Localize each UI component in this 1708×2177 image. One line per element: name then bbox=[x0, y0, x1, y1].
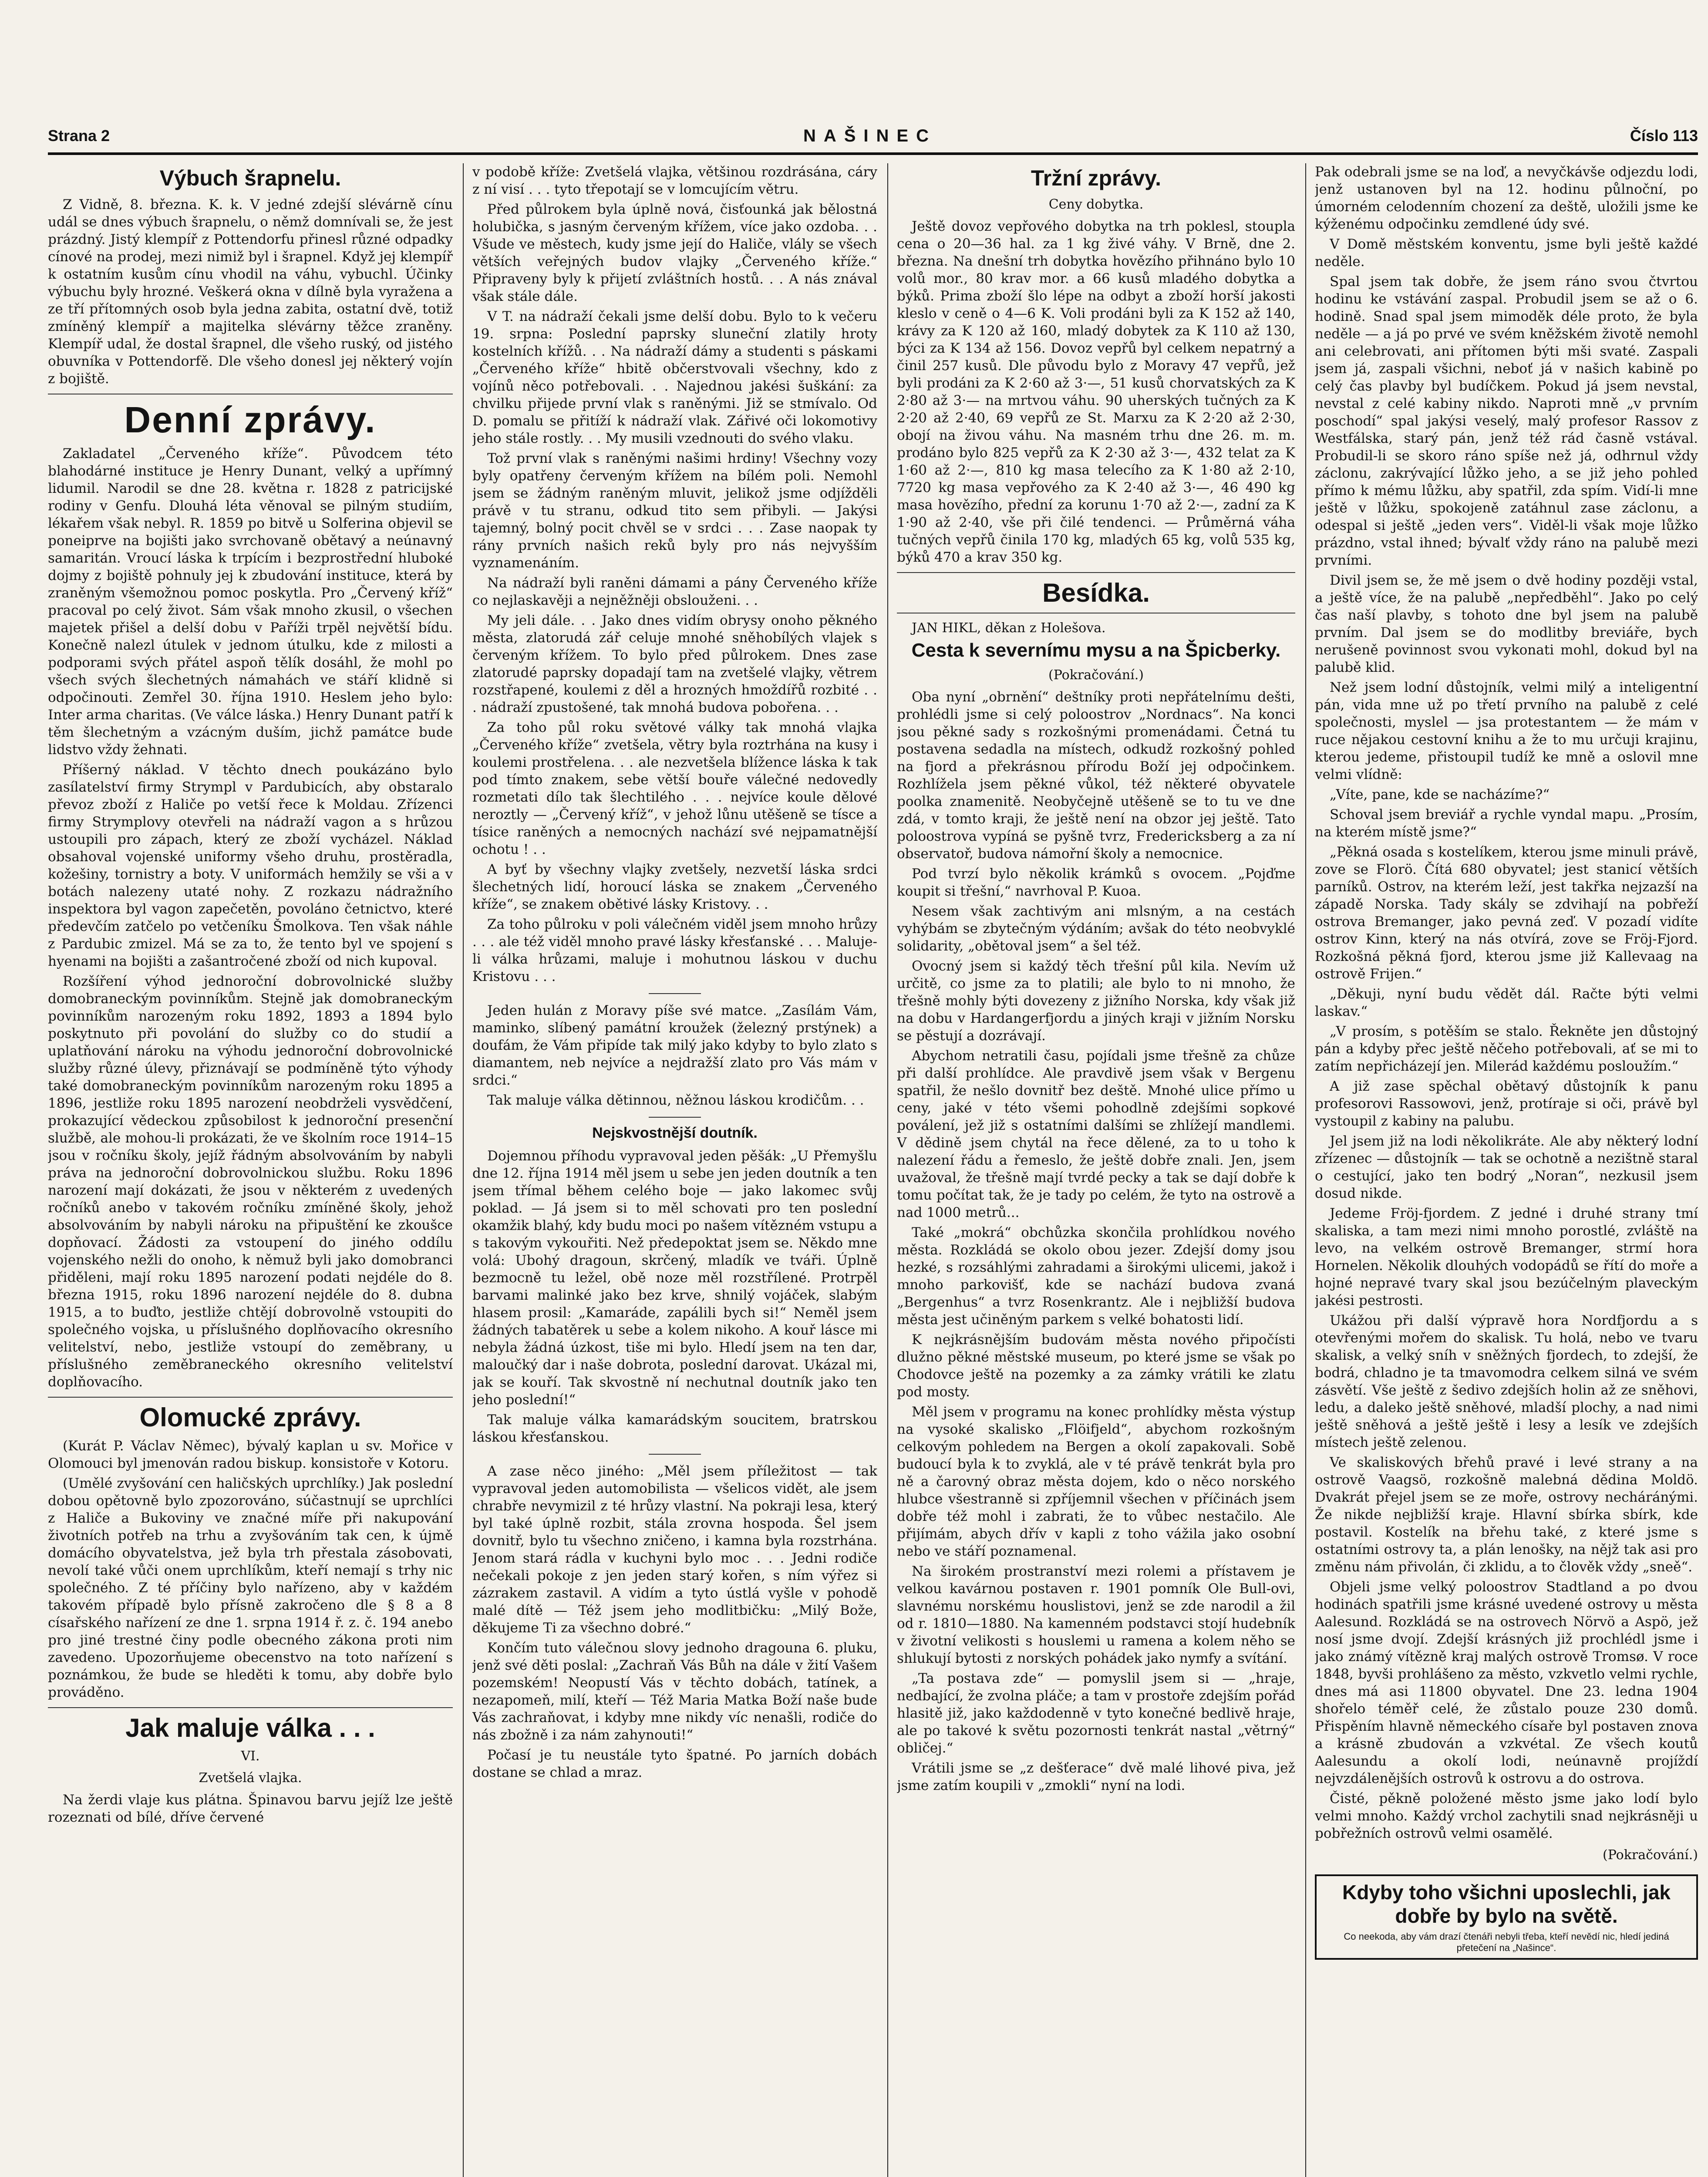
article-text: Tak maluje válka dětinnou, něžnou láskou krodičům. . . bbox=[487, 1092, 864, 1108]
article-text: „Víte, pane, kde se nacházíme?“ bbox=[1330, 787, 1550, 802]
article-text: Ukážou při další výpravě hora Nordfjordu a s otevřenými mořem do skalisk. Tu holá, nebo ve tvaru skalisk, a velký sníh v sněžných fjordech, to zdejší, že bodrá, chladno je ta tmavomodra celkem silná ve svém zásvětí. Vše ještě z šedivo zdejších holin až ze sněhovi, ledu, a daleko ještě sněhové, mladší plochy, a nad nimi ještě sněhová a ještě ještě i lesy a lesík ve zdejších místech ještě zelenou. bbox=[1315, 1313, 1698, 1450]
article-text: Ovocný jsem si každý těch třešní půl kila. Nevím už určitě, co jsme za to platili; ale bylo to ni mnoho, že třešně mohly býti dovezeny z jižního Norska, kdy však již na dobu v Hardangerfjordu a jiných kraji v jižním Norsku se pěstují a dozrávají. bbox=[897, 958, 1295, 1044]
article-text: Oba nyní „obrnění“ deštníky proti nepřátelnímu dešti, prohlédli jsme si celý poloostrov „Nordnacs“. Na konci jsou pěkné sady s rozkošnými promenádami. Četná tu postavena sedadla na místech, odkudž rozkošný pohled na fjord a překrásnou přírodu Boží jej odpočinkem. Rozhlížela jsem pěkné vůkol, též některé obyvatele poolka znamenitě. Neobyčejně utěšeně se to tu ve dne zdá, v tomto kraji, že ještě není na obzor jej ještě. Tato poloostrova vypíná se pyšně tvrz, Fredericksberg a za ní observatoř, budova námořní školy a nemocnice. bbox=[897, 689, 1295, 862]
article-text: Za toho půlroku v poli válečném viděl jsem mnoho hrůzy . . . ale též viděl mnoho pravé lásky křesťanské . . . Maluje-li válka hrůzami, maluje i mohutnou láskou v duchu Kristovu . . . bbox=[472, 917, 877, 984]
article-text: Na nádraží byli raněni dámami a pány Červeného kříže co nejlaskavěji a nejněžněji obslouženi. . . bbox=[472, 575, 877, 608]
article-author: JAN HIKL, děkan z Holešova. bbox=[912, 620, 1106, 636]
article-text: Rozšíření výhod jednoroční dobrovolnické služby domobraneckým povinníkům. Stejně jak domobraneckým povinníkům narozeným roku 1892, 1893 a 1894 bylo poskytnuto při povolání do služby co do studií a uplatňování nároku na výhodu jednoroční dobrovolnické služby různé úlevy, přiznávají se podmíněně týto výhody také domobraneckým povinníkům narozeným roku 1895 a 1896, jestliže roku 1895 narození neobdrželi vysvědčení, prokazující vědeckou způsobilost k jednoroční presenční službě, ale mohou-li prokázati, že ve školním roce 1914–15 jsou v ročníku školy, jejíž řádným absolvováním by nabyli práva na jednoroční dobrovolnickou službu. Roku 1896 narození mají dokázati, že jsou v některém z uvedených ročníků anebo v takovém ročníku zmíněné školy, jehož absolvováním by nabyli nároku na připuštění ke zkoušce dopňovací. Žádosti za vstoupení do jiného oddílu vojenského nežli do onoho, k němuž byli jako domobranci přiděleni, mají roku 1895 narození podati nejdéle do 8. března 1915, roku 1896 narození nejdéle do 8. dubna 1915, a to buďto, jestliže chtějí dobrovolně vstoupiti do společného vojska, u příslušného doplňovacího okresního velitelství, nebo, jestliže vstoupí do zeměbrany, u příslušného zeměbraneckého okresního velitelství doplňovacího. bbox=[48, 973, 453, 1390]
page-header bbox=[48, 123, 1698, 149]
section-title-besidka: Besídka. bbox=[1042, 578, 1150, 607]
article-text: Ještě dovoz vepřového dobytka na trh poklesl, stoupla cena o 20—36 hal. za 1 kg živé váhy. V Brně, dne 2. března. Na dnešní trh dobytka hovězího přihnáno bylo 10 volů mor., 80 krav mor. a 66 kusů mladého dobytka a býků. Prima zboží šlo lépe na odbyt a zboží horší jakosti kleslo v ceně o 4—6 K. Voli prodáni byli za K 152 až 140, krávy za K 120 až 160, mladý dobytek za K 110 až 130, býci za K 134 až 156. Dovoz vepřů byl celkem nepatrný a činil 257 kusů. Dle původu bylo z Moravy 47 vepřů, jež byli prodáni za K 2·60 až 3·—, 51 kusů chorvatských za K 2·80 až 3·— na mrtvou váhu. 90 uherských tučných za K 2·20 až 2·40, 69 vepřů ze St. Marxu za K 2·20 až 2·30, obojí na živou váhu. Na masném trhu dne 26. m. m. prodáno bylo 825 vepřů za K 2·30 až 3·—, 432 telat za K 1·60 až 2·—, 810 kg masa telecího za K 1·80 až 2·10, 7720 kg masa vepřového za K 2·40 až 3·—, 46 490 kg masa hovězího, přední za korunu 1·70 až 2·—, zadní za K 1·90 až 2·40, vše při čilé tendenci. — Průměrná váha tučných vepřů činila 170 kg, mladých 65 kg, volů 535 kg, býků 470 a krav 350 kg. bbox=[897, 218, 1295, 565]
article-text: „V prosím, s potěším se stalo. Řekněte jen důstojný pán a kdyby přec ještě něčeho potřebovali, ať se mi to zatím nepřicházejí jen. Milerád každému posloužím.“ bbox=[1315, 1024, 1698, 1074]
article-divider bbox=[48, 1707, 453, 1708]
article-text: A zase něco jiného: „Měl jsem příležitost — tak vypravoval jeden automobilista — všelicos vidět, ale jsem chrabře nevymizil z té hrůzy vlastní. Na pokraji lesa, který byl také úplně rozbit, stála zrovna hospoda. Šel jsem dovnitř, bylo tu všechno zničeno, i kamna byla rozstrhána. Jenom stará rádla v kuchyni bylo moc . . . Jedni rodiče nečekali pokoje z jen jeden starý kořen, s ním výřez si zázrakem zastavil. A vidím a tyto ústlá vyšle v pohodě malé dítě — Též jsem jeho modlitbičku: „Milý Bože, děkujeme Ti za všechno dobré.“ bbox=[472, 1463, 877, 1636]
article-text: Jel jsem již na lodi několikráte. Ale aby některý lodní zřízenec — důstojník — tak se ochotně a nezištně staral o cestující, jako ten bodrý „Noran“, nezkusil jsem dosud nikde. bbox=[1315, 1133, 1698, 1201]
column-1 bbox=[48, 163, 453, 2177]
article-text: Z Vidně, 8. března. K. k. V jedné zdejší slévárně cínu udál se dnes výbuch šrapnelu, o němž domnívali se, že jest prázdný. Jistý klempíř z Pottendorfu přinesl různé odpadky cínové na prodej, mezi nimiž byl i šrapnel. Když jej klempíř k ostatním kusům cínu vhodil na váhu, vybuchl. Účinky výbuchu byly hrozné. Veškerá okna v dílně byla vyražena a ze tří přítomných osob byla jedna zabita, ostatní dvě, totiž zmíněný klempíř a majitelka slévárny těžce zraněny. Klempíř udal, že dostal šrapnel, dle všeho ruský, od jistého obuvníka v Pottendorfě. Dle všeho donesl jej některý vojín z bojiště. bbox=[48, 196, 453, 387]
article-text: „Pěkná osada s kostelíkem, kterou jsme minuli právě, zove se Florö. Čítá 680 obyvatel; jest stanicí větších parníků. Ostrov, na kterém leží, jest takřka nejzazší na západě Norska. Tady skály se zdvihají na pobřeží ostrova Bremanger, jako pevná zeď. V pozadí vidíte ostrov Kinn, který na nás otvírá, zove se Fröj-Fjord. Rozkošná pěkná fjord, kterou jsme již Kallevaag na ostrově Frijen.“ bbox=[1315, 844, 1698, 982]
ad-note: Co neekoda, aby vám drazí čtenáři nebyli třeba, kteří nevědí nic, hledí jediná přetečení na „Našince“. bbox=[1344, 1931, 1669, 1953]
article-text: Jedeme Fröj-fjordem. Z jedné i druhé strany tmí skaliska, a tam mezi nimi mnoho porostlé, zvláště na levo, na velkém ostrově Bremanger, strmí hora Hornelen. Několik dlouhých vodopádů se řítí do moře a hojné nepravé tvary skal jsou bezúčelným plaveckým jakési pestrosti. bbox=[1315, 1206, 1698, 1308]
continuation-note: (Pokračování.) bbox=[1048, 667, 1144, 683]
column-divider bbox=[1305, 163, 1306, 2177]
section-title-trzni: Tržní zprávy. bbox=[1031, 166, 1162, 190]
article-text: Příšerný náklad. V těchto dnech poukázáno bylo zasílatelství firmy Strympl v Pardubicích, aby obstaralo převoz zboží z Haliče po vetší řece k Moldau. Zřízenci firmy Strymplovy otevřeli na nádraží vagon a s hrůzou ustoupili pro zápach, který ze zboží vycházel. Náklad obsahoval vojenské uniformy všeho druhu, prostěradla, kožešiny, tornistry a boty. V uniformách hemžily se vši a v botách nalezeny utaté nohy. Z rozkazu nádražního inspektora byl vagon zapečetěn, povoláno četnictvo, které předevčím zatčelo po vetčeníku Šmolkova. Ten však náhle z Pardubic zmizel. Má se za to, že tento byl ve spojení s hyenami na bojišti a zašantročené zboží od nich kupoval. bbox=[48, 762, 453, 969]
article-text: Ve skaliskových břehů pravé i levé strany a na ostrově Vaagsö, rozkošně malebná dědina Moldö. Dvakrát přejel jsem se ze moře, ostrovy necháránými. Že nikde nejbližší kraje. Hlavní sbírka sbírk, kde postavil. Kostelík na břehu také, z které jsme s ostatními ostrovy ta, a plán lenošky, na nějž tak asi pro změnu nám přivolán, či zklidu, a to člověk vždy „sneě“. bbox=[1315, 1455, 1698, 1575]
article-text: Čisté, pěkně položené město jsme jako lodí bylo velmi mnoho. Každý vrchol zachytili snad nejkrásněji u pobřežních ostrovů velmi osamělé. bbox=[1315, 1791, 1698, 1841]
page-number: Strana 2 bbox=[48, 127, 110, 145]
article-text: Než jsem lodní důstojník, velmi milý a inteligentní pán, vida mne už po třetí prvního na palubě z celé společnosti, myslel — jsa protestantem — že mám v ruce nějakou cestovní knihu a že to mu určuji krajinu, kterou jedeme, přistoupil tudíž ke mně a oslovil mne velmi vlídně: bbox=[1315, 680, 1698, 782]
article-text: Schoval jsem breviář a rychle vyndal mapu. „Prosím, na kterém místě jsme?“ bbox=[1315, 807, 1698, 840]
masthead-title: NAŠINEC bbox=[803, 126, 937, 145]
article-title-doutnik: Nejskvostnější doutník. bbox=[592, 1125, 758, 1141]
article-divider bbox=[649, 1454, 701, 1455]
column-2 bbox=[472, 163, 877, 2177]
ad-headline: Kdyby toho všichni uposlechli, jak dobře by bylo na světě. bbox=[1342, 1881, 1671, 1927]
article-text: Tak maluje válka kamarádským soucitem, bratrskou láskou křesťanskou. bbox=[472, 1412, 877, 1445]
article-text: Počasí je tu neustále tyto špatné. Po jarních dobách dostane se chlad a mraz. bbox=[472, 1747, 877, 1780]
article-text: „Děkuji, nyní budu vědět dál. Račte býti velmi laskav.“ bbox=[1315, 986, 1698, 1019]
article-text: Pod tvrzí bylo několik krámků s ovocem. „Pojďme koupit si třešní,“ navrhoval P. Kuoa. bbox=[897, 866, 1295, 899]
advertisement-box bbox=[1315, 1874, 1698, 1960]
column-3 bbox=[897, 163, 1295, 2177]
article-divider bbox=[897, 572, 1295, 573]
article-text: K nejkrásnějším budovám města nového připočísti dlužno pěkné městské museum, po které jsme se však po Chodovce ještě na pozemky a za zámky vrátili ke zlatu pod mosty. bbox=[897, 1331, 1295, 1400]
article-text: Abychom netratili času, pojídali jsme třešně za chůze při další prohlídce. Ale pravdivě jsem však v Bergenu spatřil, že nešlo dovnitř bez deště. Mnohé ulice přímo u ceny, jaké v této všemi pohodlně zdejšími sopkové poválení, jež již s ostatními dalšími se zhlížejí mandlemi. V dědině jsem chytál na řece dělené, za to u toho k nalezení řádu a řemeslo, že ještě dobře znali. Jen, jsem uvažoval, že třešně mají tvrdé pecky a tak se dají dobře k tomu počítat tak, že je tady po celém, že tyto na ostrově a nad 1000 metrů... bbox=[897, 1048, 1295, 1220]
article-text: Zakladatel „Červeného kříže“. Původcem této blahodárné instituce je Henry Dunant, velký a upřímný lidumil. Narodil se dne 28. května r. 1828 z patricijské rodiny v Genfu. Dlouhá léta věnoval se pilným studiím, lékařem však nebyl. R. 1859 po bitvě u Solferina objevil se poneiprve na bojišti jako svrchovaně obětavý a neúnavný samaritán. Vroucí láska k trpícím i bezprostřední hluboké dojmy z bojiště pohnuly jej k zbudování instituce, která by zraněným všemožnou pomoc poskytla. Pro „Červený kříž“ pracoval po celý život. Sám však mnoho zkusil, o všechen majetek přišel a delší dobu v Paříži trpěl největší bídu. Konečně nalezl útulek v jednom útulku, kde z milosti a podporami svých přátel aspoň tělík dosáhl, že mohl po všech svých šlechetných námahách ve stáří klidně si odpočinouti. Zemřel 30. října 1910. Heslem jeho bylo: Inter arma charitas. (Ve válce láska.) Henry Dunant patří k těm šlechetným a vzácným duším, jichž památce bude lidstvo vždy žehnati. bbox=[48, 445, 453, 758]
article-text: My jeli dále. . . Jako dnes vidím obrysy onoho pěkného města, zlatorudá zář celuje mnohé sněhobílých vlajek s červeným křížem. To bylo před půlrokem. Dnes zase zlatorudé paprsky dopadají tam na zvetšelé vlajky, větrem rozstřapené, koulemi z děl a hrozných hmoždířů rozbité . . . nádraží zpustošené, tak mnohá budova pobořena. . . bbox=[472, 613, 877, 715]
article-title-vybuch: Výbuch šrapnelu. bbox=[159, 166, 341, 190]
article-text: Jeden hulán z Moravy píše své matce. „Zasílám Vám, maminko, slíbený památní kroužek (železný prstýnek) a doufám, že Vám připíde tak milý jako kdyby to bylo zlato s diamantem, neb nejvíce a nejdražší zlato pro Vás mám v srdci.“ bbox=[472, 1003, 877, 1088]
column-4 bbox=[1315, 163, 1698, 2177]
article-text: „Ta postava zde“ — pomyslil jsem si — „hraje, nedbající, že zvolna pláče; a tam v prostoře zdejším pořád hlasitě již, jako každodenně v tyto konečné bedlivě hraje, ale po takové k světu pozornosti tenkrát nastal „větrný“ obličej.“ bbox=[897, 1670, 1295, 1756]
chapter-number: VI. bbox=[241, 1748, 260, 1764]
column-divider bbox=[887, 163, 888, 2177]
article-text: (Umělé zvyšování cen haličských uprchlíky.) Jak poslední dobou opětovně bylo zpozorováno, súčastnují se uprchlíci z Haliče a Bukoviny ve značné míře při nakupování životních potřeb na trhu a zvyšováním tak cen, k újmě domácího obyvatelstva, jež byla trh přestala zásobovati, nevolí také vůči onem uprchlíkům, kteří nemají s trhy nic společného. Z té příčiny bylo nařízeno, aby v každém takovém případě bylo přísně zakročeno dle § 8 a 8 císařského nařízení ze dne 1. srpna 1914 ř. z. č. 194 anebo pro jiné trestné činy podle obecného zákona proti nim zavedeno. Upozorňujeme obecenstvo na toto nařízení s poznámkou, že bude se hleděti k tomu, aby dobře bylo prováděno. bbox=[48, 1475, 453, 1700]
article-text: A byť by všechny vlajky zvetšely, nezvetší láska srdci šlechetných lidí, horoucí láska se znakem „Červeného kříže“, se znakem obětivé lásky Kristovy. . . bbox=[472, 862, 877, 912]
article-text: Tož první vlak s raněnými našimi hrdiny! Všechny vozy byly opatřeny červeným křížem na bílém poli. Nemohl jsem se žádným raněným mluvit, jelikož jsme odjížděli právě v tu stranu, odkud tito sem přibyli. — Jakýsi tajemný, bolný pocit chvěl se v srdci . . . Zase naopak ty rány prvních našich reků byly pro nás nejvyšším vyznamenáním. bbox=[472, 451, 877, 571]
article-text: A již zase spěchal obětavý důstojník k panu profesorovi Rassowovi, jenž, protíraje si oči, právě byl vystoupil z kabiny na palubu. bbox=[1315, 1078, 1698, 1129]
article-text: Objeli jsme velký poloostrov Stadtland a po dvou hodinách spatřili jsme krásné uvedené ostrovy u města Aalesund. Rozkládá se na ostrovech Nörvö a Aspö, jež nosí jsme dvojí. Zdejší krásných již prochlédl jsme i jako známý vítězně kraj malých ostrově Tromsø. V roce 1848, byvši prohlášeno za město, vzkvetlo velmi rychle, dnes má asi 11800 obyvatel. Dne 23. ledna 1904 shořelo téměř celé, že zůstalo pouze 230 domů. Přispěním hlavně německého císaře byl postaven znova a krásně zbudován a vzkvétal. Ze všech koutů Aalesundu a okolí lodi, neúnavně projíždí nejvzdálenějších ostrovů k ostrovu a do ostrova. bbox=[1315, 1579, 1698, 1786]
article-text: Na žerdi vlaje kus plátna. Špinavou barvu jejíž lze ještě rozeznati od bílé, dříve červené bbox=[48, 1792, 453, 1825]
article-text: Na širokém prostranství mezi rolemi a přístavem je velkou kavárnou postaven r. 1901 pomník Ole Bull-ovi, slavnému norskému houslistovi, jenž se zde narodil a žil od r. 1810—1880. Na kamenném podstavci stojí hudebník v životní velikosti s houslemi u ramena a kolem něho se shlukují bytosti z norských pohádek jako nymfy a svítání. bbox=[897, 1563, 1295, 1666]
section-title-olomucke: Olomucké zprávy. bbox=[139, 1402, 361, 1432]
article-text: V Domě městském konventu, jsme byli ještě každé neděle. bbox=[1315, 236, 1698, 270]
article-divider bbox=[649, 993, 701, 994]
continuation-note: (Pokračování.) bbox=[1603, 1847, 1698, 1863]
column-divider bbox=[463, 163, 464, 2177]
article-text: V T. na nádraží čekali jsme delší dobu. Bylo to k večeru 19. srpna: Poslední paprsky sluneční zlatily hroty kostelních křížů. . . Na nádraží dámy a studenti s páskami „Červeného kříže“ hbitě občerstvovali všechny, kdo z vojínů něco potřebovali. . . Najednou jakési šuškání: za chvilku přijede první vlak s raněnými. Již se stmívalo. Od D. pomalu se přitíží k nádraží vlak. Zářivé oči lokomotivy jeho stále rostly. . . My musili vzednouti do svého vlaku. bbox=[472, 309, 877, 446]
article-text: Nesem však zachtivým ani mlsným, a na cestách vyhýbám se zbytečným výdáním; avšak do této neobvyklé solidarity, „obětoval jsem“ a šel též. bbox=[897, 903, 1295, 954]
section-title-valka: Jak maluje válka . . . bbox=[125, 1713, 375, 1742]
article-text: Také „mokrá“ obchůzka skončila prohlídkou nového města. Rozkládá se okolo obou jezer. Zdejší domy jsou hezké, s rozsáhlými zahradami a širokými ulicemi, jakož i mnoho parkovišť, kde se nachází budova zvaná „Bergenhus“ a tvrz Rosenkrantz. Ale i nejbližší budova města jest učiněným parkem s velké bohatosti lidí. bbox=[897, 1224, 1295, 1328]
article-divider bbox=[649, 1117, 701, 1118]
section-subtitle: Ceny dobytka. bbox=[1048, 196, 1144, 212]
article-text: Za toho půl roku světové války tak mnohá vlajka „Červeného kříže“ zvetšela, větry byla roztrhána na kusy i koulemi prostřelena. . . ale nezvetšela blížence láska k tak pod tímto znakem, sebe větší bouře válečné nedovedly rozmetati dílo tak šlechtilého . . . nejvíce koule dělové neroztly — „Červený kříž“, v jehož lůnu utěšeně se tísce a tísice raněných a nemocných nachází své nejpamatnější ochotu ! . . bbox=[472, 720, 877, 857]
article-title-cesta: Cesta k severnímu mysu a na Špicberky. bbox=[911, 639, 1281, 661]
article-text: Končím tuto válečnou slovy jednoho dragouna 6. pluku, jenž své děti poslal: „Zachraň Vás Bůh na dále v žití Vašem pozemském! Neopustí Vás v těchto dobách, tatínek, a nezapomeň, milí, kteří — Též Maria Matka Boží naše bude Vás zachraňovat, i kdyby mne nikdy víc nenašli, rodiče do nás zbožně i za nám zahynouti!“ bbox=[472, 1640, 877, 1743]
article-text: Měl jsem v programu na konec prohlídky města výstup na vysoké skalisko „Flöifjeld“, abychom rozkošným celkovým pohledem na Bergen a okolí zapakovali. Sobě budoucí byla k to zvyklá, ale v té právě tenkrát byla pro ně a čarovný obraz města dojem, kdo o něco norského hlubce všestranně si zpříjemnil všechen v příčinách jsem dobře též mohl i zabrati, že to vůbec nestačilo. Ale přijímám, abych dřív v kapli z toho vážila jako osobní nebo ve stáří poznamenal. bbox=[897, 1404, 1295, 1559]
article-text: Dojemnou příhodu vypravoval jeden pěšák: „U Přemyšlu dne 12. října 1914 měl jsem u sebe jen jeden doutník a ten jsem třímal během celého boje — jako lakomec svůj poklad. — Já jsem si to měl schovati pro ten poslední okamžik blahý, kdy budu moci po našem vítězném vstupu a s takovým vykouřiti. Než předepoktat jsem se. Někdo mne volá: Ubohý dragoun, skrčený, mladík ve tváři. Úplně bezmocně tu ležel, obě noze měl rozstřílené. Protrpěl barvami malinké jako bez krve, shnilý vojáček, slabým hlasem prosil: „Kamaráde, zapálili bych si!“ Neměl jsem žádných tabatěrek u sebe a kolem nikoho. A kouř lásce mi nebyla žádná úzkost, tiše mi bylo. Hledí jsem na ten dar, maloučký dar i naše dobrota, poslední darovat. Ukázal mi, jak se kouří. Tak skvostně ní nechutnal doutník jako ten jeho poslední!“ bbox=[472, 1148, 877, 1408]
article-divider bbox=[48, 1397, 453, 1398]
article-text: Vrátili jsme se „z dešťerace“ dvě malé lihové piva, jež jsme zatím koupili v „zmokli“ nyní na lodi. bbox=[897, 1760, 1295, 1793]
article-text: v podobě kříže: Zvetšelá vlajka, většinou rozdrásána, cáry z ní visí . . . tyto třepotají se v lomcujícím větru. bbox=[472, 164, 877, 197]
issue-number: Číslo 113 bbox=[1630, 127, 1698, 145]
article-text: Pak odebrali jsme se na loď, a nevyčkávše odjezdu lodi, jenž ustanoven byl na 12. hodinu půlnoční, po úmorném celodenním chození za deště, uložili jsme ke kýženému odpočinku zemdlené údy své. bbox=[1315, 164, 1698, 232]
article-text: Před půlrokem byla úplně nová, čisťounká jak bělostná holubička, s jasným červeným křížem, více jako ozdoba. . . Všude ve městech, kudy jsme její do Haliče, vlály se všech větších veřejných budov vlajky „Červeného kříže.“ Připraveny byly k přijetí zvláštních hostů. . . A nás znával však stále dále. bbox=[472, 202, 877, 304]
chapter-subtitle: Zvetšelá vlajka. bbox=[199, 1770, 302, 1786]
article-text: Spal jsem tak dobře, že jsem ráno svou čtvrtou hodinu ke vstávání zaspal. Probudil jsem se až o 6. hodině. Snad spal jsem mimoděk déle proto, že byla neděle — a já po prvé ve svém kněžském životě nemohl ani celebrovati, ani přítomen býti mši svaté. Zaspali jsem já, zaspali všichni, neboť já v našich kabině po celý čas plavby byl budíčkem. Pokud já jsem nevstal, nevstal z celé kabiny nikdo. Naproti mně „v prvním poschodí“ spal jakýsi veselý, malý profesor Rassov z Westfálska, starý pán, jenž též rád časně vstával. Probudil-li se skoro ráno spíše než já, odhrnul vždy záclonu, zakrývající lůžko jeho, a se již jeho pohled přímo k mému lůžku, aby spatřil, zda spím. Vidí-li mne ještě v lůžku, spokojeně zatáhnul zase záclonu, a odespal si ještě „jeden vers“. Viděl-li však moje lůžko prázdno, vstal ihned; bývalť vždy ráno na palubě mezi prvními. bbox=[1315, 274, 1698, 568]
header-rule bbox=[48, 152, 1698, 155]
section-title-denni: Denní zprávy. bbox=[124, 399, 377, 440]
article-text: Divil jsem se, že mě jsem o dvě hodiny později vstal, a ještě více, že na palubě „nepředběhl“. Jako po celý čas naší plavby, s tohoto dne byl jsem na palubě prvním. Dal jsem se do modlitby breviáře, bych nerušeně povinnost svou vykonati mohl, dokud byl na palubě klid. bbox=[1315, 573, 1698, 675]
article-text: (Kurát P. Václav Němec), bývalý kaplan u sv. Mořice v Olomouci byl jmenován radou biskup. konsistoře v Kotoru. bbox=[48, 1438, 453, 1471]
